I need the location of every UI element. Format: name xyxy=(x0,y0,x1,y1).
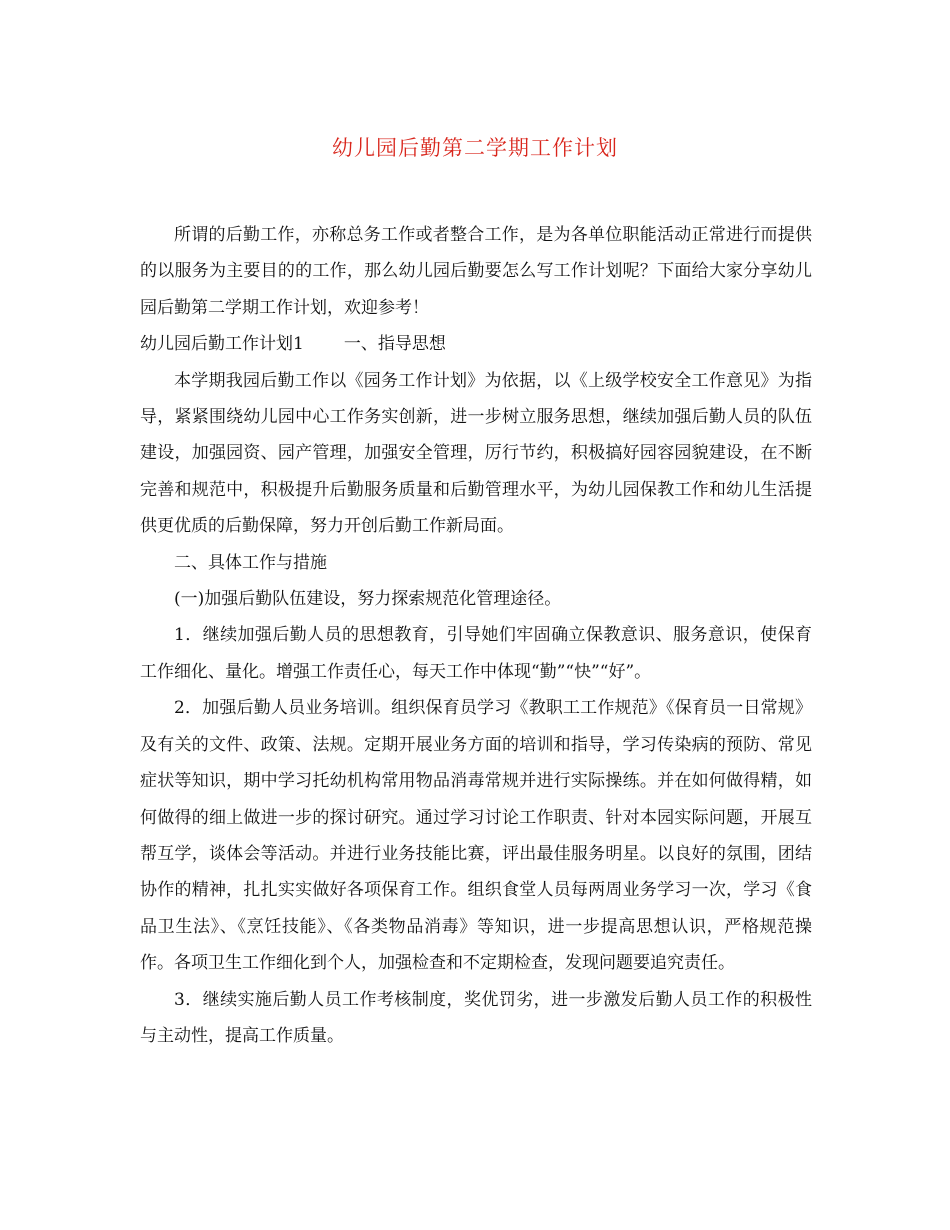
document-title: 幼儿园后勤第二学期工作计划 xyxy=(332,136,618,160)
section1-paragraph: 本学期我园后勤工作以《园务工作计划》为依据，以《上级学校安全工作意见》为指导，紧紧围绕幼儿园中心工作务实创新，进一步树立服务思想，继续加强后勤人员的队伍建设，加强园资、园产管理，加强安全管理，厉行节约，积极搞好园容园貌建设，在不断完善和规范中，积极提升后勤服务质量和后勤管理水平，为幼儿园保教工作和幼儿生活提供更优质的后勤保障，努力开创后勤工作新局面。 xyxy=(140,370,812,537)
item3-paragraph: 3．继续实施后勤人员工作考核制度，奖优罚劣，进一步激发后勤人员工作的积极性与主动性，提高工作质量。 xyxy=(140,989,812,1046)
plan-label: 幼儿园后勤工作计划1 xyxy=(140,334,304,355)
section1-heading: 一、指导思想 xyxy=(343,334,446,355)
section2-heading: 二、具体工作与措施 xyxy=(174,552,327,573)
document-body xyxy=(140,217,812,1054)
plan-heading-line xyxy=(140,326,812,362)
intro-paragraph: 所谓的后勤工作，亦称总务工作或者整合工作，是为各单位职能活动正常进行而提供的以服务为主要目的的工作，那么幼儿园后勤要怎么写工作计划呢？下面给大家分享幼儿园后勤第二学期工作计划，欢迎参考！ xyxy=(140,225,812,318)
item2-paragraph: 2．加强后勤人员业务培训。组织保育员学习《教职工工作规范》《保育员一日常规》及有关的文件、政策、法规。定期开展业务方面的培训和指导，学习传染病的预防、常见症状等知识，期中学习托幼机构常用物品消毒常规并进行实际操练。并在如何做得精，如何做得的细上做进一步的探讨研究。通过学习讨论工作职责、针对本园实际问题，开展互帮互学，谈体会等活动。并进行业务技能比赛，评出最佳服务明星。以良好的氛围，团结协作的精神，扎扎实实做好各项保育工作。组织食堂人员每两周业务学习一次，学习《食品卫生法》、《烹饪技能》、《各类物品消毒》等知识，进一步提高思想认识，严格规范操作。各项卫生工作细化到个人，加强检查和不定期检查，发现问题要追究责任。 xyxy=(140,698,812,974)
item1-paragraph: 1．继续加强后勤人员的思想教育，引导她们牢固确立保教意识、服务意识，使保育工作细化、量化。增强工作责任心，每天工作中体现“勤”“快”“好”。 xyxy=(140,625,812,682)
subsection1-heading: (一)加强后勤队伍建设，努力探索规范化管理途径。 xyxy=(174,589,562,610)
